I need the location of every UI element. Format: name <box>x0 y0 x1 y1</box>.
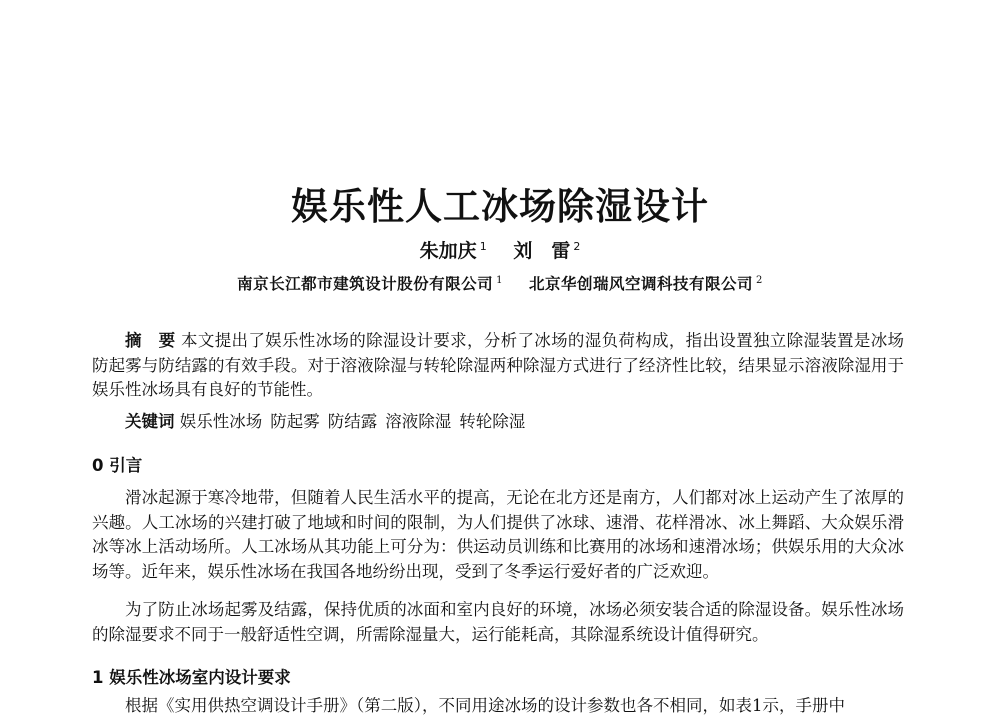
affiliation-2 <box>529 274 763 293</box>
affiliation-mark: 1 <box>496 274 504 286</box>
author-name: 朱加庆 <box>419 240 477 262</box>
author-line <box>0 236 1000 263</box>
abstract-text: 本文提出了娱乐性冰场的除湿设计要求，分析了冰场的湿负荷构成，指出设置独立除湿装置是冰场防起雾与防结露的有效手段。对于溶液除湿与转轮除湿两种除湿方式进行了经济性比较，结果显示溶液除湿用于娱乐性冰场具有良好的节能性。 <box>92 331 905 399</box>
keyword: 防起雾 <box>270 412 320 431</box>
affiliation-name: 南京长江都市建筑设计股份有限公司 <box>237 274 494 293</box>
paper-title: 娱乐性人工冰场除湿设计 <box>291 185 709 228</box>
author-2 <box>513 240 580 262</box>
affiliation-1 <box>237 274 503 293</box>
author-1 <box>420 240 487 262</box>
keyword: 溶液除湿 <box>385 412 452 431</box>
affiliation-line <box>0 272 1000 294</box>
body-paragraph: 滑冰起源于寒冷地带，但随着人民生活水平的提高，无论在北方还是南方，人们都对冰上运动产生了浓厚的兴趣。人工冰场的兴建打破了地域和时间的限制，为人们提供了冰球、速滑、花样滑冰、冰上舞蹈、大众娱乐滑冰等冰上活动场所。人工冰场从其功能上可分为：供运动员训练和比赛用的冰场和速滑冰场；供娱乐用的大众冰场等。近年来，娱乐性冰场在我国各地纷纷出现，受到了冬季运行爱好者的广泛欢迎。 <box>92 488 904 581</box>
author-affiliation-mark: 1 <box>479 239 487 253</box>
affiliation-mark: 2 <box>755 274 763 286</box>
keywords-label: 关键词 <box>125 412 175 431</box>
section-heading-introduction: 0 引言 <box>92 456 143 475</box>
section-heading-design-requirements: 1 娱乐性冰场室内设计要求 <box>92 668 291 687</box>
body-paragraph: 为了防止冰场起雾及结露，保持优质的冰面和室内良好的环境，冰场必须安装合适的除湿设备。娱乐性冰场的除湿要求不同于一般舒适性空调，所需除湿量大，运行能耗高，其除湿系统设计值得研究。 <box>92 600 904 644</box>
body-paragraph: 根据《实用供热空调设计手册》（第二版），不同用途冰场的设计参数也各不相同，如表1示，手册中 <box>125 696 845 715</box>
affiliation-name: 北京华创瑞风空调科技有限公司 <box>528 274 753 293</box>
keyword: 防结露 <box>327 412 378 431</box>
keyword: 娱乐性冰场 <box>179 412 263 431</box>
keywords <box>92 410 904 435</box>
author-affiliation-mark: 2 <box>573 239 581 253</box>
keyword: 转轮除湿 <box>459 412 526 431</box>
abstract-label: 摘 要 <box>125 331 176 350</box>
author-name: 刘 雷 <box>513 240 571 262</box>
abstract <box>92 329 904 403</box>
